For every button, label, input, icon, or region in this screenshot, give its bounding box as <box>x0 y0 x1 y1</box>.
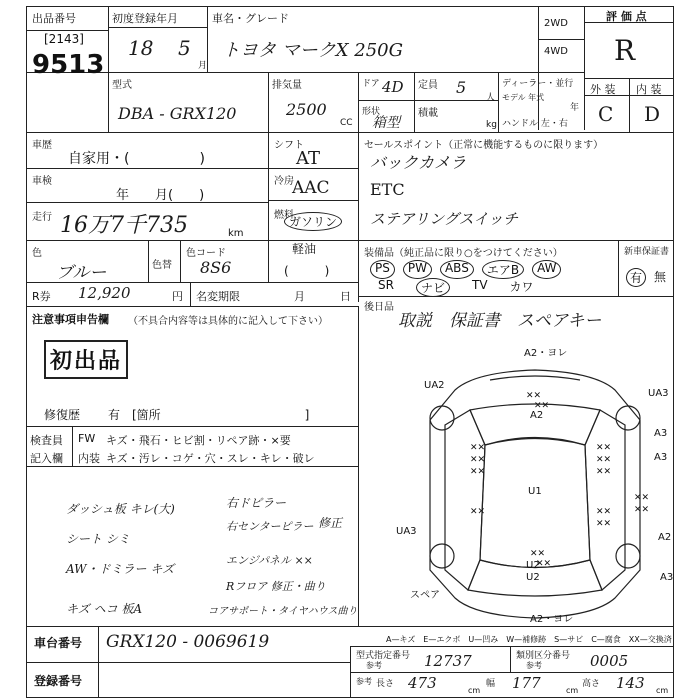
car-name: トヨタ マークX 250G <box>222 40 403 61</box>
handle-label: ハンドル 左・右 <box>502 119 568 129</box>
shape-value: 箱型 <box>372 115 400 131</box>
inspector-row2-prefix: 内装 <box>78 452 100 465</box>
displacement-unit: CC <box>340 118 353 128</box>
svg-text:✕✕: ✕✕ <box>596 467 612 477</box>
equip-airbag: エアB <box>482 260 524 279</box>
svg-text:✕✕: ✕✕ <box>470 507 486 517</box>
exterior-label: 外 装 <box>590 83 616 96</box>
recycle-unit: 円 <box>172 290 183 303</box>
sales-points-label: セールスポイント（正常に機能するものに限ります） <box>364 140 604 151</box>
diagram-label: A2 <box>530 410 544 421</box>
length-unit: cm <box>468 686 481 695</box>
drive-2wd: 2WD <box>544 18 568 29</box>
width-unit: cm <box>566 686 579 695</box>
length-label: 長さ <box>376 679 395 689</box>
shift-value: AT <box>296 148 321 169</box>
warranty-yes: 有 <box>626 268 646 287</box>
category-ref: 参考 <box>526 661 542 670</box>
fuel-label: 燃料 <box>274 210 294 221</box>
svg-text:✕✕: ✕✕ <box>470 443 486 453</box>
sales-point-item: バックカメラ <box>370 153 467 172</box>
model-year-label: モデル 年式 <box>502 93 545 102</box>
diagram-label: U2 <box>526 560 540 571</box>
fuel-paren: ( ) <box>284 264 330 278</box>
remark-right-line: 右ドピラー <box>226 496 287 510</box>
load-unit: kg <box>486 120 497 130</box>
remark-line: シート シミ <box>66 532 130 546</box>
model-label: 型式 <box>112 80 132 91</box>
remark-line: キズ ヘコ 板A <box>66 602 143 616</box>
warranty-label: 新車保証書 <box>624 247 670 257</box>
car-name-label: 車名・グレード <box>212 12 289 25</box>
shaken-label: 車検 <box>32 176 52 187</box>
fill-label: 記入欄 <box>30 452 63 465</box>
diagram-label: UA2 <box>424 380 445 391</box>
ac-label: 冷房 <box>274 176 294 187</box>
remark-right-line: 右センターピラー <box>226 520 314 533</box>
mileage-value: 16万7千735 <box>60 213 188 238</box>
equipment-label: 装備品（純正品に限り○をつけてください） <box>364 248 563 259</box>
inspector-row2-items: キズ・汚レ・コゲ・穴・スレ・キレ・破レ <box>106 452 315 465</box>
drive-4wd: 4WD <box>544 46 568 57</box>
inspector-label: 検査員 <box>30 434 63 447</box>
dealer-label: ディーラー・並行 <box>502 79 574 89</box>
diagram-label: A3 <box>654 452 668 463</box>
diagram-label: U1 <box>528 486 542 497</box>
svg-text:✕✕: ✕✕ <box>530 549 546 559</box>
load-label: 積載 <box>418 108 438 119</box>
chassis-value: GRX120 - 0069619 <box>106 632 270 652</box>
type-value: 自家用・( ) <box>68 151 205 167</box>
doors-value: 4D <box>382 78 404 96</box>
svg-text:✕✕: ✕✕ <box>526 391 542 401</box>
category-value: 0005 <box>590 652 629 670</box>
height-label: 高さ <box>582 679 601 689</box>
diagram-label: A3 <box>660 572 674 583</box>
remark-right-line: Rフロア 修正・曲り <box>226 580 326 593</box>
svg-text:✕✕: ✕✕ <box>634 505 650 515</box>
fuel-value: ガソリン <box>284 212 342 231</box>
mileage-label: 走行 <box>32 212 52 223</box>
doors-label: ドア <box>362 79 380 89</box>
inspector-row1-items: キズ・飛石・ヒビ割・リペア跡・×要 <box>106 434 291 447</box>
rating-score: R <box>614 34 636 67</box>
dereg-month: 月 <box>294 290 305 303</box>
svg-text:✕✕: ✕✕ <box>534 401 550 411</box>
length-ref: 参考 <box>356 677 372 686</box>
equip-ps: PS <box>370 260 395 279</box>
diagram-label: U2 <box>526 572 540 583</box>
chassis-label: 車台番号 <box>34 636 83 650</box>
diagram-label: A2 <box>658 532 672 543</box>
width-label: 幅 <box>486 679 496 689</box>
equip-navi: ナビ <box>416 278 450 297</box>
equip-leather: カワ <box>509 280 534 294</box>
lot-code: [2143] <box>44 32 84 46</box>
damage-legend: A—キズ E—エクボ U—凹み W—補修跡 S—サビ C—腐食 XX—交換済 <box>386 635 672 644</box>
svg-text:✕✕: ✕✕ <box>596 507 612 517</box>
repair-label: 修復歴 <box>44 408 81 422</box>
height-unit: cm <box>656 686 669 695</box>
warranty-no: 無 <box>654 270 667 284</box>
accessories-value: 取説 保証書 スペアキー <box>398 311 602 331</box>
svg-text:✕✕: ✕✕ <box>536 559 552 569</box>
remark-correction: 修正 <box>318 516 343 530</box>
fuel-value-2: 軽油 <box>292 242 317 256</box>
sales-point-item: ステアリングスイッチ <box>370 210 519 228</box>
width-value: 177 <box>512 674 541 692</box>
reg-month-unit: 月 <box>198 61 208 71</box>
equip-tv: TV <box>471 278 488 292</box>
shaken-value: 年 月( ) <box>116 188 205 203</box>
shift-label: シフト <box>274 140 304 151</box>
color-code-label: 色コード <box>186 248 226 259</box>
lot-number: 9513 <box>32 50 105 80</box>
svg-text:✕✕: ✕✕ <box>470 467 486 477</box>
sales-point-item: ETC <box>370 180 405 199</box>
shape-label: 形状 <box>362 107 381 117</box>
type-label: 車歴 <box>32 140 52 151</box>
notes-label: 注意事項申告欄 <box>32 313 109 326</box>
diagram-label: スペア <box>410 590 440 601</box>
equip-sr: SR <box>378 278 394 292</box>
registration-label: 登録番号 <box>34 674 83 688</box>
first-reg-label: 初度登録年月 <box>112 12 178 25</box>
svg-text:✕✕: ✕✕ <box>634 493 650 503</box>
diagram-label: UA3 <box>648 388 669 399</box>
deregistration-label: 名変期限 <box>196 290 240 303</box>
mileage-unit: km <box>228 228 244 239</box>
interior-grade: D <box>644 102 661 126</box>
category-label: 類別区分番号 <box>516 651 571 661</box>
equip-abs: ABS <box>440 260 474 279</box>
model-code: DBA - GRX120 <box>118 104 237 123</box>
exterior-grade: C <box>598 102 614 126</box>
remark-right-line: エンジパネル ×× <box>226 554 313 567</box>
remark-line: AW・ドミラー キズ <box>66 562 175 576</box>
interior-label: 内 装 <box>636 83 662 96</box>
rating-label: 評 価 点 <box>606 10 647 23</box>
dereg-day: 日 <box>340 290 351 303</box>
equip-pw: PW <box>403 260 432 279</box>
displacement-value: 2500 <box>286 100 327 119</box>
remark-line: ダッシュ板 キレ(大) <box>66 502 175 516</box>
color-code: 8S6 <box>200 258 232 277</box>
notes-hint: （不具合内容等は具体的に記入して下さい） <box>128 316 328 327</box>
diagram-label: A3 <box>654 428 668 439</box>
color-value: ブルー <box>56 263 107 283</box>
diagram-label: UA3 <box>396 526 417 537</box>
capacity-unit: 人 <box>486 93 496 103</box>
repair-value: 有 [箇所 ] <box>108 408 310 422</box>
svg-text:✕✕: ✕✕ <box>470 455 486 465</box>
color-no-label: 色替 <box>152 260 172 271</box>
displacement-label: 排気量 <box>272 80 302 91</box>
ac-value: AAC <box>292 178 330 198</box>
color-label: 色 <box>32 248 42 259</box>
equip-aw: AW <box>532 260 561 279</box>
model-class-value: 12737 <box>424 652 472 670</box>
accessories-label: 後日品 <box>364 302 394 313</box>
first-listing-stamp: 初出品 <box>44 340 128 379</box>
capacity-value: 5 <box>456 78 467 97</box>
height-value: 143 <box>616 674 645 692</box>
diagram-label: A2・ヨレ <box>524 348 568 359</box>
recycle-label: R券 <box>32 290 51 303</box>
model-class-ref: 参考 <box>366 661 382 670</box>
year-unit: 年 <box>570 103 580 113</box>
recycle-amount: 12,920 <box>78 284 131 302</box>
inspector-row1-prefix: FW <box>78 432 96 445</box>
diagram-label: A2・ヨレ <box>530 614 574 625</box>
remark-right-line: コアサポート・タイヤハウス曲り <box>208 606 358 617</box>
lot-label: 出品番号 <box>32 12 76 25</box>
svg-text:✕✕: ✕✕ <box>596 455 612 465</box>
svg-text:✕✕: ✕✕ <box>596 519 612 529</box>
reg-year: 18 <box>128 36 154 60</box>
svg-text:✕✕: ✕✕ <box>596 443 612 453</box>
capacity-label: 定員 <box>418 80 438 91</box>
model-class-label: 型式指定番号 <box>356 651 411 661</box>
length-value: 473 <box>408 674 437 692</box>
reg-month: 5 <box>178 36 191 60</box>
